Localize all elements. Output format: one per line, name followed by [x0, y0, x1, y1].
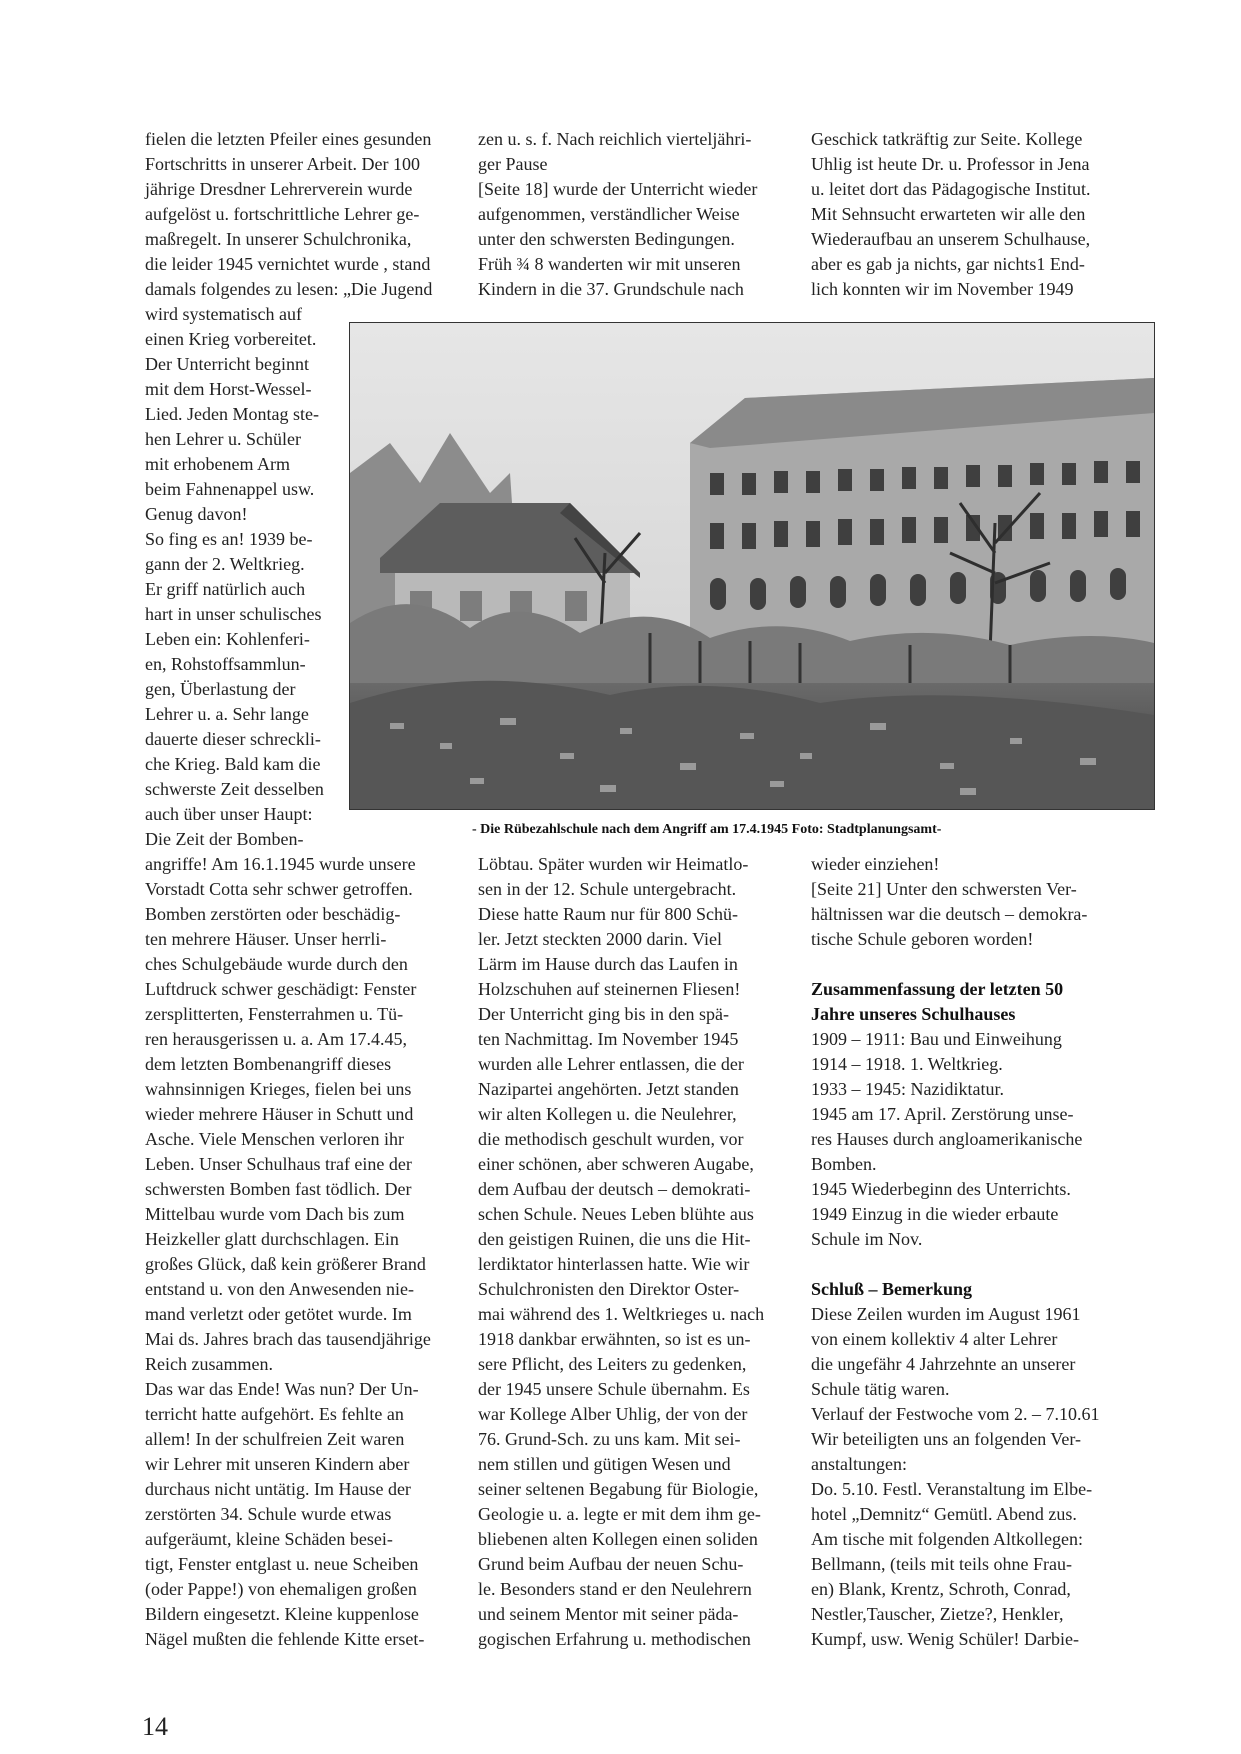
text-line: Diese hatte Raum nur für 800 Schü-	[478, 904, 738, 924]
text-line: Er griff natürlich auch	[145, 579, 306, 599]
text-line: wird systematisch auf	[145, 304, 302, 324]
text-line: sere Pflicht, des Leiters zu gedenken,	[478, 1354, 747, 1374]
text-line: beim Fahnenappel usw.	[145, 479, 315, 499]
closing-line: Do. 5.10. Festl. Veranstaltung im Elbe-	[811, 1479, 1093, 1499]
text-line: schwersten Bomben fast tödlich. Der	[145, 1179, 412, 1199]
text-line: Leben. Unser Schulhaus traf eine der	[145, 1154, 412, 1174]
text-line: (oder Pappe!) von ehemaligen großen	[145, 1579, 417, 1599]
summary-line: 1949 Einzug in die wieder erbaute	[811, 1204, 1059, 1224]
text-line: tische Schule geboren worden!	[811, 929, 1034, 949]
summary-line: Schule im Nov.	[811, 1229, 923, 1249]
text-line: Luftdruck schwer geschädigt: Fenster	[145, 979, 417, 999]
text-line: nem stillen und gütigen Wesen und	[478, 1454, 731, 1474]
text-line: aufgeräumt, kleine Schäden besei-	[145, 1529, 393, 1549]
text-line: angriffe! Am 16.1.1945 wurde unsere	[145, 854, 416, 874]
text-line: einer schönen, aber schweren Augabe,	[478, 1154, 754, 1174]
text-line: ger Pause	[478, 154, 548, 174]
text-line: den geistigen Ruinen, die uns die Hit-	[478, 1229, 751, 1249]
text-line: gogischen Erfahrung u. methodischen	[478, 1629, 751, 1649]
text-line: Fortschritts in unserer Arbeit. Der 100	[145, 154, 420, 174]
closing-line: Bellmann, (teils mit teils ohne Frau-	[811, 1554, 1072, 1574]
photo-caption: - Die Rübezahlschule nach dem Angriff am 17.4.1945 Foto: Stadtplanungsamt-	[472, 822, 942, 837]
text-line: Lärm im Hause durch das Laufen in	[478, 954, 738, 974]
text-line: und seinem Mentor mit seiner päda-	[478, 1604, 739, 1624]
summary-line: 1909 – 1911: Bau und Einweihung	[811, 1029, 1062, 1049]
text-line: che Krieg. Bald kam die	[145, 754, 321, 774]
text-line: wir alten Kollegen u. die Neulehrer,	[478, 1104, 737, 1124]
text-line: Grund beim Aufbau der neuen Schu-	[478, 1554, 744, 1574]
text-line: [Seite 18] wurde der Unterricht wieder	[478, 179, 758, 199]
text-line: Die Zeit der Bomben-	[145, 829, 304, 849]
text-line: dem Aufbau der deutsch – demokrati-	[478, 1179, 751, 1199]
text-line: mit dem Horst-Wessel-	[145, 379, 312, 399]
text-line: Mai ds. Jahres brach das tausendjährige	[145, 1329, 431, 1349]
summary-line: res Hauses durch angloamerikanische	[811, 1129, 1083, 1149]
closing-line: hotel „Demnitz“ Gemütl. Abend zus.	[811, 1504, 1077, 1524]
summary-line: 1945 Wiederbeginn des Unterrichts.	[811, 1179, 1071, 1199]
text-line: Leben ein: Kohlenferi-	[145, 629, 310, 649]
text-line: tigt, Fenster entglast u. neue Scheiben	[145, 1554, 419, 1574]
text-line: fielen die letzten Pfeiler eines gesunden	[145, 129, 432, 149]
text-line: lerdiktator hinterlassen hatte. Wie wir	[478, 1254, 750, 1274]
closing-heading: Schluß – Bemerkung	[811, 1279, 973, 1299]
text-line: Asche. Viele Menschen verloren ihr	[145, 1129, 404, 1149]
text-line: Geschick tatkräftig zur Seite. Kollege	[811, 129, 1083, 149]
text-line: ten mehrere Häuser. Unser herrli-	[145, 929, 387, 949]
text-line: en, Rohstoffsammlun-	[145, 654, 306, 674]
text-line: wieder mehrere Häuser in Schutt und	[145, 1104, 414, 1124]
text-line: wurden alle Lehrer entlassen, die der	[478, 1054, 744, 1074]
text-line: schwerste Zeit desselben	[145, 779, 324, 799]
text-line: Früh ¾ 8 wanderten wir mit unseren	[478, 254, 741, 274]
text-line: zerstörten 34. Schule wurde etwas	[145, 1504, 392, 1524]
text-line: zen u. s. f. Nach reichlich vierteljähri-	[478, 129, 752, 149]
text-line: Wiederaufbau an unserem Schulhause,	[811, 229, 1091, 249]
text-line: dauerte dieser schreckli-	[145, 729, 321, 749]
text-line: 76. Grund-Sch. zu uns kam. Mit sei-	[478, 1429, 741, 1449]
text-line: Der Unterricht beginnt	[145, 354, 309, 374]
closing-line: Verlauf der Festwoche vom 2. – 7.10.61	[811, 1404, 1100, 1424]
closing-line: Wir beteiligten uns an folgenden Ver-	[811, 1429, 1081, 1449]
summary-heading: Jahre unseres Schulhauses	[811, 1004, 1016, 1024]
closing-line: Schule tätig waren.	[811, 1379, 950, 1399]
text-line: zersplitterten, Fensterrahmen u. Tü-	[145, 1004, 404, 1024]
text-line: entstand u. von den Anwesenden nie-	[145, 1279, 414, 1299]
text-line: aufgenommen, verständlicher Weise	[478, 204, 740, 224]
text-line: der 1945 unsere Schule übernahm. Es	[478, 1379, 750, 1399]
text-line: Heizkeller glatt durchschlagen. Ein	[145, 1229, 399, 1249]
text-line: wieder einziehen!	[811, 854, 940, 874]
closing-line: anstaltungen:	[811, 1454, 907, 1474]
text-line: Lehrer u. a. Sehr lange	[145, 704, 309, 724]
text-line: Bildern eingesetzt. Kleine kuppenlose	[145, 1604, 419, 1624]
closing-line: Am tische mit folgenden Altkollegen:	[811, 1529, 1083, 1549]
text-line: seiner seltenen Begabung für Biologie,	[478, 1479, 759, 1499]
text-line: aufgelöst u. fortschrittliche Lehrer ge-	[145, 204, 420, 224]
text-line: Mit Sehnsucht erwarteten wir alle den	[811, 204, 1086, 224]
text-line: einen Krieg vorbereitet.	[145, 329, 317, 349]
text-line: Holzschuhen auf steinernen Fliesen!	[478, 979, 741, 999]
page-number: 14	[142, 1712, 168, 1741]
closing-line: Kumpf, usw. Wenig Schüler! Darbie-	[811, 1629, 1079, 1649]
text-line: sen in der 12. Schule untergebracht.	[478, 879, 737, 899]
text-line: Vorstadt Cotta sehr schwer getroffen.	[145, 879, 413, 899]
closing-line: Diese Zeilen wurden im August 1961	[811, 1304, 1081, 1324]
text-line: allem! In der schulfreien Zeit waren	[145, 1429, 405, 1449]
text-line: wir Lehrer mit unseren Kindern aber	[145, 1454, 410, 1474]
text-line: u. leitet dort das Pädagogische Institut.	[811, 179, 1091, 199]
text-line: Das war das Ende! Was nun? Der Un-	[145, 1379, 419, 1399]
text-line: mit erhobenem Arm	[145, 454, 290, 474]
text-line: gann der 2. Weltkrieg.	[145, 554, 305, 574]
text-line: Nägel mußten die fehlende Kitte erset-	[145, 1629, 425, 1649]
text-line: Reich zusammen.	[145, 1354, 273, 1374]
text-line: 1918 dankbar erwähnten, so ist es un-	[478, 1329, 751, 1349]
closing-line: die ungefähr 4 Jahrzehnte an unserer	[811, 1354, 1076, 1374]
text-line: die methodisch geschult wurden, vor	[478, 1129, 744, 1149]
closing-line: Nestler,Tauscher, Zietze?, Henkler,	[811, 1604, 1064, 1624]
text-line: Lied. Jeden Montag ste-	[145, 404, 319, 424]
text-line: Löbtau. Später wurden wir Heimatlo-	[478, 854, 749, 874]
text-line: mai während des 1. Weltkrieges u. nach	[478, 1304, 765, 1324]
text-line: wahnsinnigen Krieges, fielen bei uns	[145, 1079, 412, 1099]
text-line: hart in unser schulisches	[145, 604, 322, 624]
text-line: war Kollege Alber Uhlig, der von der	[478, 1404, 748, 1424]
text-line: jährige Dresdner Lehrerverein wurde	[145, 179, 413, 199]
text-line: gen, Überlastung der	[145, 679, 296, 699]
text-line: Uhlig ist heute Dr. u. Professor in Jena	[811, 154, 1090, 174]
text-line: lich konnten wir im November 1949	[811, 279, 1074, 299]
text-line: hen Lehrer u. Schüler	[145, 429, 301, 449]
summary-heading: Zusammenfassung der letzten 50	[811, 979, 1064, 999]
text-line: Schulchronisten den Direktor Oster-	[478, 1279, 740, 1299]
closing-line: von einem kollektiv 4 alter Lehrer	[811, 1329, 1058, 1349]
text-line: hältnissen war die deutsch – demokra-	[811, 904, 1088, 924]
text-line: le. Besonders stand er den Neulehrern	[478, 1579, 752, 1599]
text-line: bliebenen alten Kollegen einen soliden	[478, 1529, 758, 1549]
text-line: Der Unterricht ging bis in den spä-	[478, 1004, 729, 1024]
text-line: ches Schulgebäude wurde durch den	[145, 954, 408, 974]
text-line: So fing es an! 1939 be-	[145, 529, 313, 549]
closing-line: en) Blank, Krentz, Schroth, Conrad,	[811, 1579, 1071, 1599]
text-line: Bomben zerstörten oder beschädig-	[145, 904, 401, 924]
text-line: ten Nachmittag. Im November 1945	[478, 1029, 739, 1049]
text-line: mand verletzt oder getötet wurde. Im	[145, 1304, 412, 1324]
school-ruins-photo	[349, 322, 1155, 810]
text-line: Kindern in die 37. Grundschule nach	[478, 279, 744, 299]
text-line: damals folgendes zu lesen: „Die Jugend	[145, 279, 433, 299]
text-line: unter den schwersten Bedingungen.	[478, 229, 735, 249]
text-line: durchaus nicht untätig. Im Hause der	[145, 1479, 411, 1499]
text-line: ren herausgerissen u. a. Am 17.4.45,	[145, 1029, 407, 1049]
summary-line: 1945 am 17. April. Zerstörung unse-	[811, 1104, 1074, 1124]
text-line: schen Schule. Neues Leben blühte aus	[478, 1204, 754, 1224]
text-line: Geologie u. a. legte er mit dem ihm ge-	[478, 1504, 761, 1524]
text-line: maßregelt. In unserer Schulchronika,	[145, 229, 412, 249]
summary-line: 1914 – 1918. 1. Weltkrieg.	[811, 1054, 1003, 1074]
text-line: großes Glück, daß kein größerer Brand	[145, 1254, 426, 1274]
text-line: Mittelbau wurde vom Dach bis zum	[145, 1204, 405, 1224]
text-line: [Seite 21] Unter den schwersten Ver-	[811, 879, 1077, 899]
text-line: die leider 1945 vernichtet wurde , stand	[145, 254, 431, 274]
summary-line: Bomben.	[811, 1154, 877, 1174]
text-line: Genug davon!	[145, 504, 248, 524]
text-line: dem letzten Bombenangriff dieses	[145, 1054, 392, 1074]
text-line: ler. Jetzt steckten 2000 darin. Viel	[478, 929, 723, 949]
text-line: aber es gab ja nichts, gar nichts1 End-	[811, 254, 1085, 274]
text-line: Nazipartei angehörten. Jetzt standen	[478, 1079, 739, 1099]
text-line: terricht hatte aufgehört. Es fehlte an	[145, 1404, 404, 1424]
text-line: auch über unser Haupt:	[145, 804, 313, 824]
summary-line: 1933 – 1945: Nazidiktatur.	[811, 1079, 1004, 1099]
